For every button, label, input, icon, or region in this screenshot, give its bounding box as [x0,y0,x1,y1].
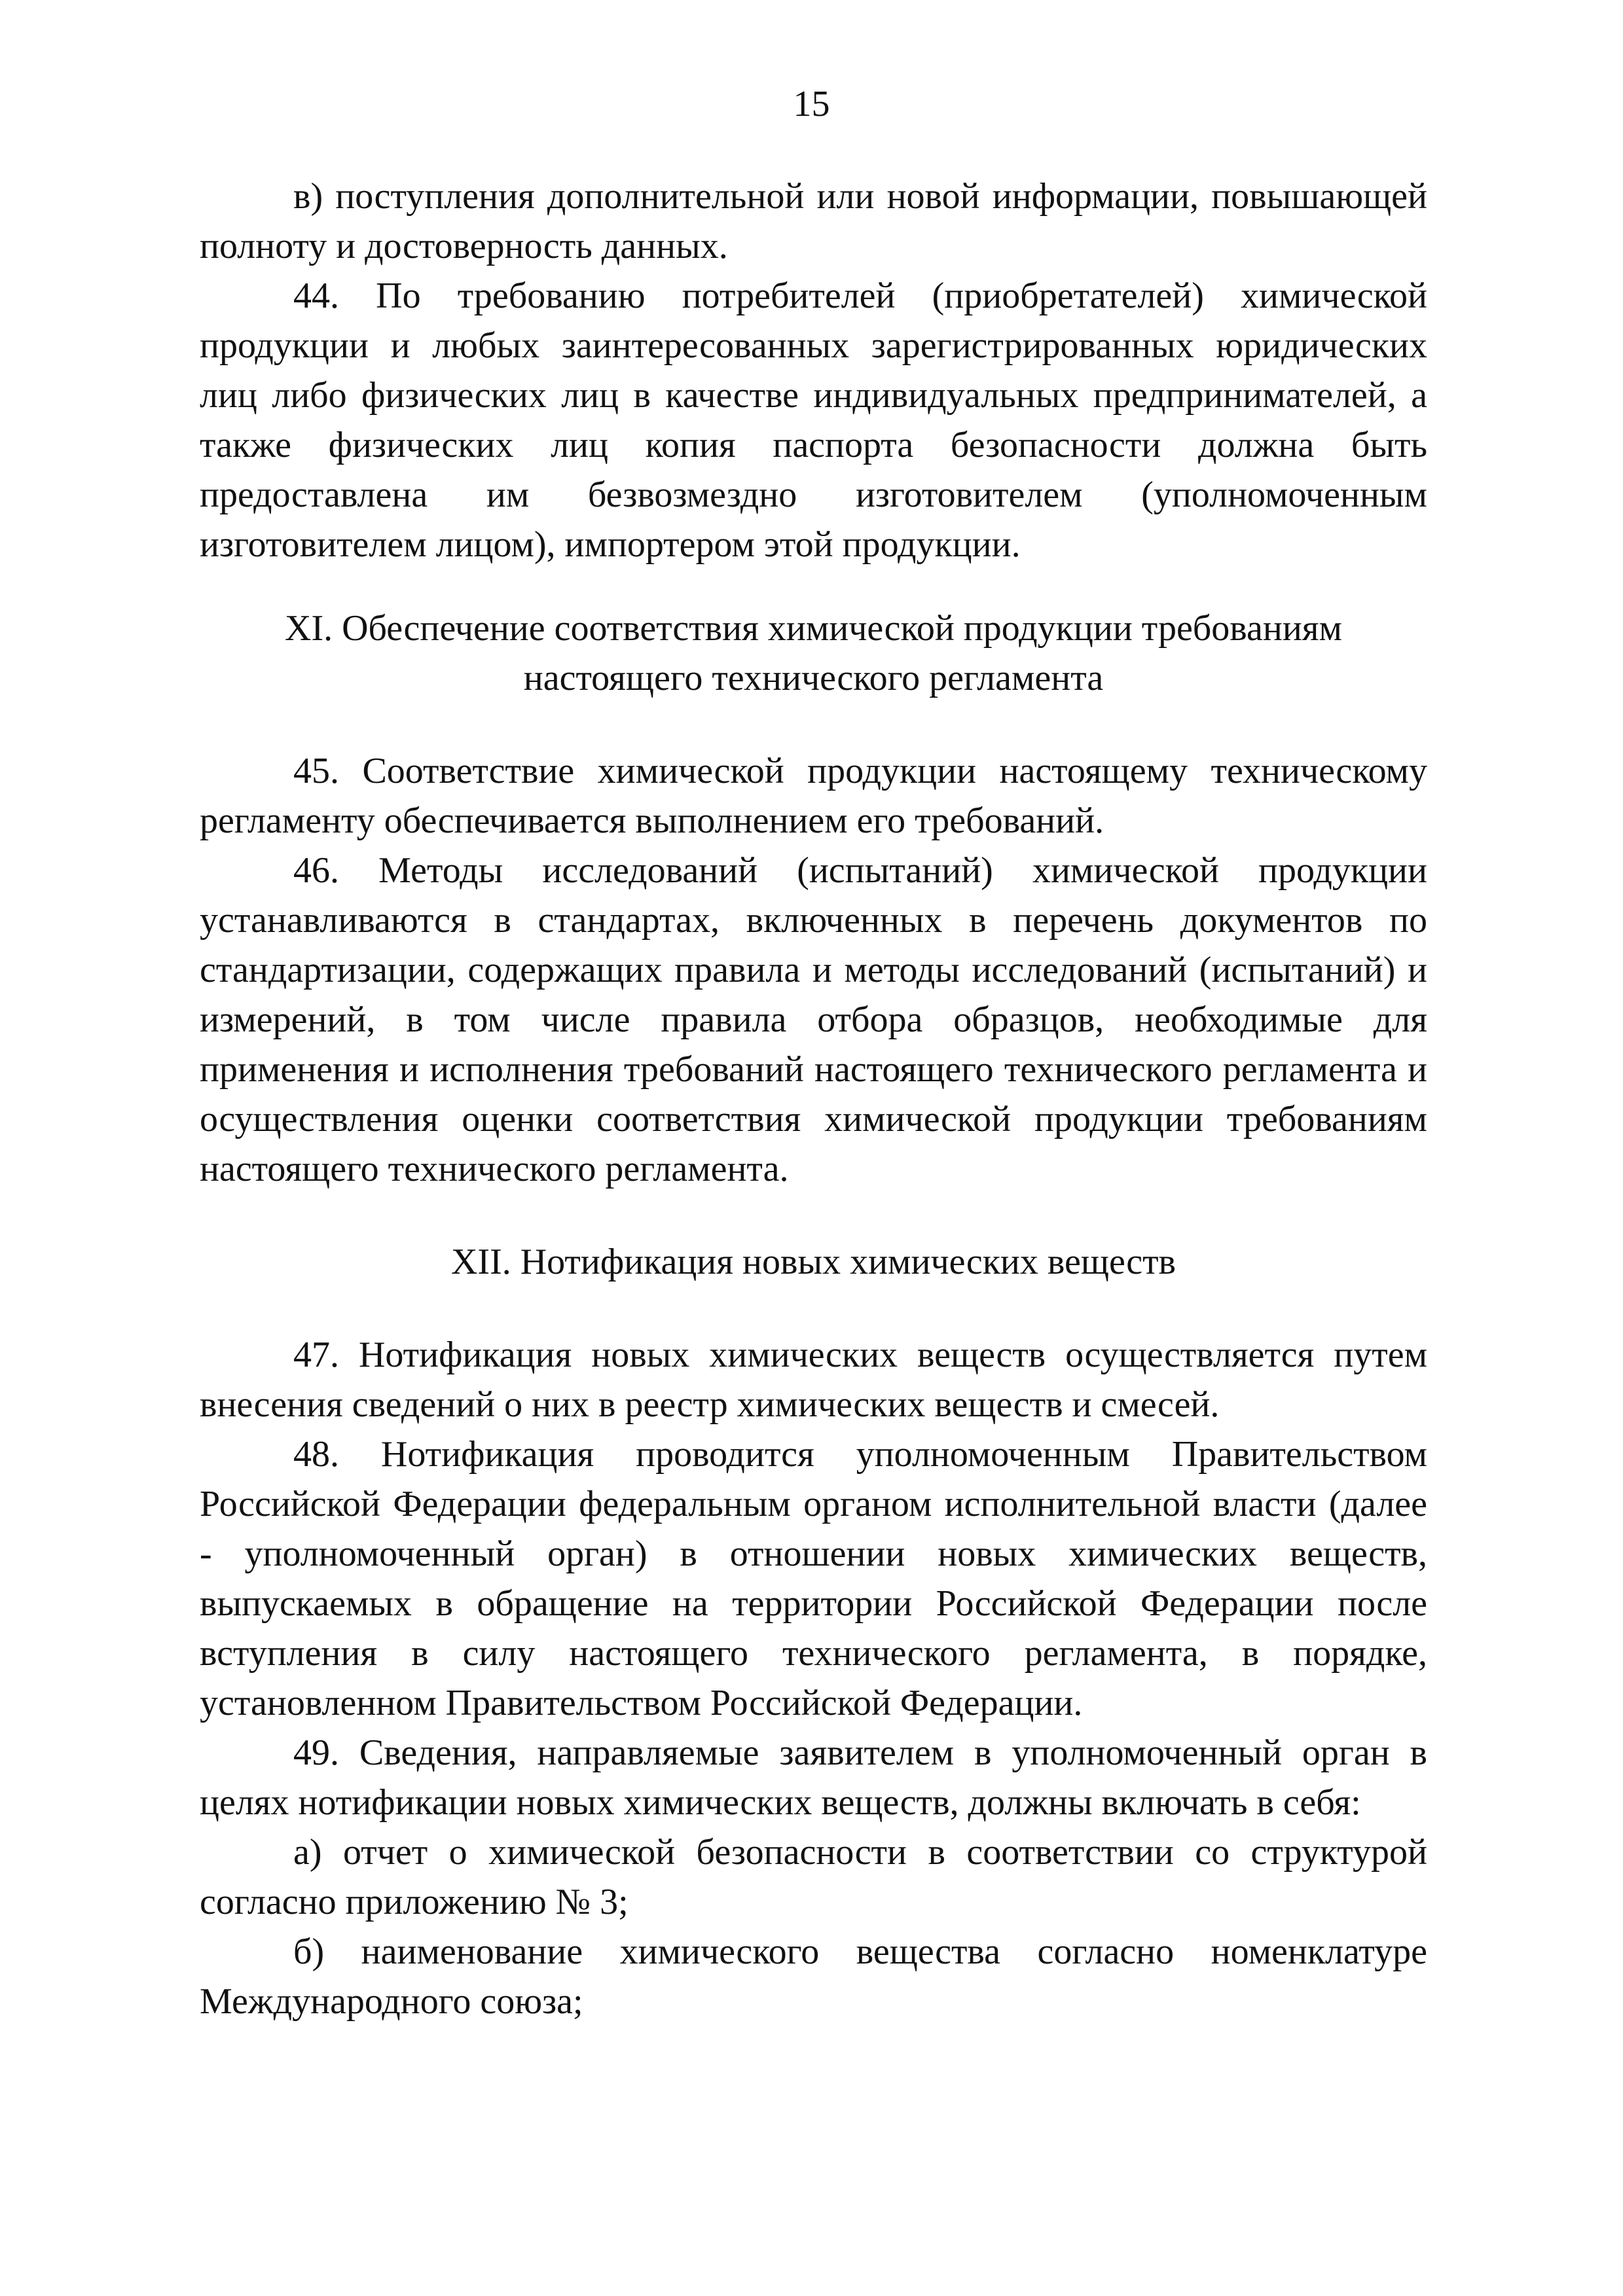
section-heading-xi-line1: XI. Обеспечение соответствия химической продукции требованиям [285,608,1342,649]
paragraph-49b: б) наименование химического вещества согласно номенклатуре Международного союза; [200,1931,1427,2022]
section-heading-xii [200,1237,1427,1287]
paragraph-48: 48. Нотификация проводится уполномоченным Правительством Российской Федерации федеральным органом исполнительной власти (далее - уполномоченный орган) в отношении новых химических веществ, выпускаемых в обращение на территории Российской Федерации после вступления в силу настоящего технического регламента, в порядке, установленном Правительством Российской Федерации. [200,1434,1427,1723]
paragraph-49a: а) отчет о химической безопасности в соответствии со структурой согласно приложению № 3; [200,1832,1427,1922]
paragraph-43v: в) поступления дополнительной или новой информации, повышающей полноту и достоверность данных. [200,176,1427,266]
paragraph-45: 45. Соответствие химической продукции настоящему техническому регламенту обеспечивается выполнением его требований. [200,751,1427,841]
section-heading-xii-title: XII. Нотификация новых химических веществ [450,1242,1176,1282]
paragraph-47: 47. Нотификация новых химических веществ осуществляется путем внесения сведений о них в реестр химических веществ и смесей. [200,1335,1427,1425]
paragraph-49: 49. Сведения, направляемые заявителем в уполномоченный орган в целях нотификации новых химических веществ, должны включать в себя: [200,1732,1427,1823]
paragraph-46: 46. Методы исследований (испытаний) химической продукции устанавливаются в стандартах, включенных в перечень документов по стандартизации, содержащих правила и методы исследований (испытаний) и измерений, в том числе правила отбора образцов, необходимые для применения и исполнения требований настоящего технического регламента и осуществления оценки соответствия химической продукции требованиям настоящего технического регламента. [200,850,1427,1189]
paragraph-44: 44. По требованию потребителей (приобретателей) химической продукции и любых заинтересованных зарегистрированных юридических лиц либо физических лиц в качестве индивидуальных предпринимателей, а также физических лиц копия паспорта безопасности должна быть предоставлена им безвозмездно изготовителем (уполномоченным изготовителем лицом), импортером этой продукции. [200,276,1427,565]
page-number: 15 [793,84,830,124]
section-heading-xi [200,603,1427,703]
section-heading-xi-line2: настоящего технического регламента [523,658,1104,698]
document-body [200,171,1427,2026]
